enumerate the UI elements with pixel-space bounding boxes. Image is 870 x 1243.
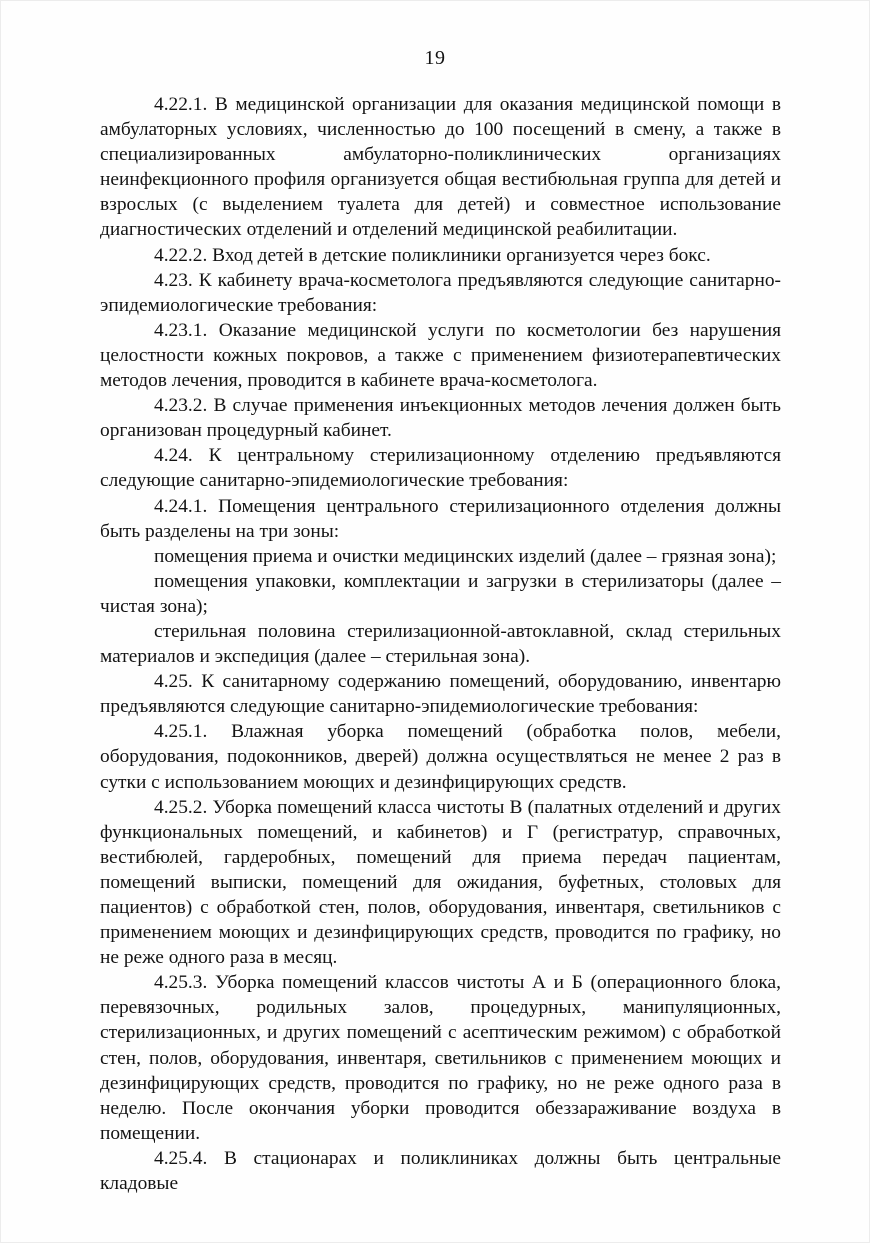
list-item-dirty-zone: помещения приема и очистки медицинских изделий (далее – грязная зона); [154,545,777,567]
paragraph-4-24: 4.24. К центральному стерилизационному отделению предъявляются следующие санитарно-эпидемиологические требования: [100,445,781,492]
paragraph-4-23-2: 4.23.2. В случае применения инъекционных методов лечения должен быть организован процедурный кабинет. [100,395,781,442]
paragraph-4-22-1: 4.22.1. В медицинской организации для оказания медицинской помощи в амбулаторных условиях, численностью до 100 посещений в смену, а также в специализированных амбулаторно-поликлинических организациях неинфекционного профиля организуется общая вестибюльная группа для детей и взрослых (с выделением туалета для детей) и совместное использование диагностических отделений и отделений медицинской реабилитации. [100,94,781,241]
paragraph-4-25-1: 4.25.1. Влажная уборка помещений (обработка полов, мебели, оборудования, подоконников, дверей) должна осуществляться не менее 2 раз в сутки с использованием моющих и дезинфицирующих средств. [100,721,781,793]
paragraph-4-23-1: 4.23.1. Оказание медицинской услуги по косметологии без нарушения целостности кожных покровов, а также с применением физиотерапевтических методов лечения, проводится в кабинете врача-косметолога. [100,319,781,392]
paragraph-4-25: 4.25. К санитарному содержанию помещений, оборудованию, инвентарю предъявляются следующие санитарно-эпидемиологические требования: [100,671,781,718]
paragraph-4-25-2: 4.25.2. Уборка помещений класса чистоты В (палатных отделений и других функциональных помещений, и кабинетов) и Г (регистратур, справочных, вестибюлей, гардеробных, помещений для приема передач пациентам, помещений выписки, помещений для ожидания, буфетных, столовых для пациентов) с обработкой стен, полов, оборудования, инвентаря, светильников с применением моющих и дезинфицирующих средств, проводится по графику, но не реже одного раза в месяц. [100,796,781,969]
paragraph-4-25-4: 4.25.4. В стационарах и поликлиниках должны быть центральные кладовые [100,1147,781,1195]
list-item-clean-zone: помещения упаковки, комплектации и загрузки в стерилизаторы (далее – чистая зона); [100,570,781,617]
paragraph-4-24-1: 4.24.1. Помещения центрального стерилизационного отделения должны быть разделены на три зоны: [100,495,781,542]
page-number: 19 [424,47,446,69]
paragraph-4-22-2: 4.22.2. Вход детей в детские поликлиники организуется через бокс. [154,244,711,266]
list-item-sterile-zone: стерильная половина стерилизационной-автоклавной, склад стерильных материалов и экспедиция (далее – стерильная зона). [100,620,781,668]
paragraph-4-25-3: 4.25.3. Уборка помещений классов чистоты А и Б (операционного блока, перевязочных, родильных залов, процедурных, манипуляционных, стерилизационных, и других помещений с асептическим режимом) с обработкой стен, полов, оборудования, инвентаря, светильников с применением моющих и дезинфицирующих средств, проводится по графику, но не реже одного раза в неделю. После окончания уборки проводится обеззараживание воздуха в помещении. [100,972,781,1144]
paragraph-4-23: 4.23. К кабинету врача-косметолога предъявляются следующие санитарно-эпидемиологические требования: [100,269,781,316]
document-body [100,92,781,1196]
